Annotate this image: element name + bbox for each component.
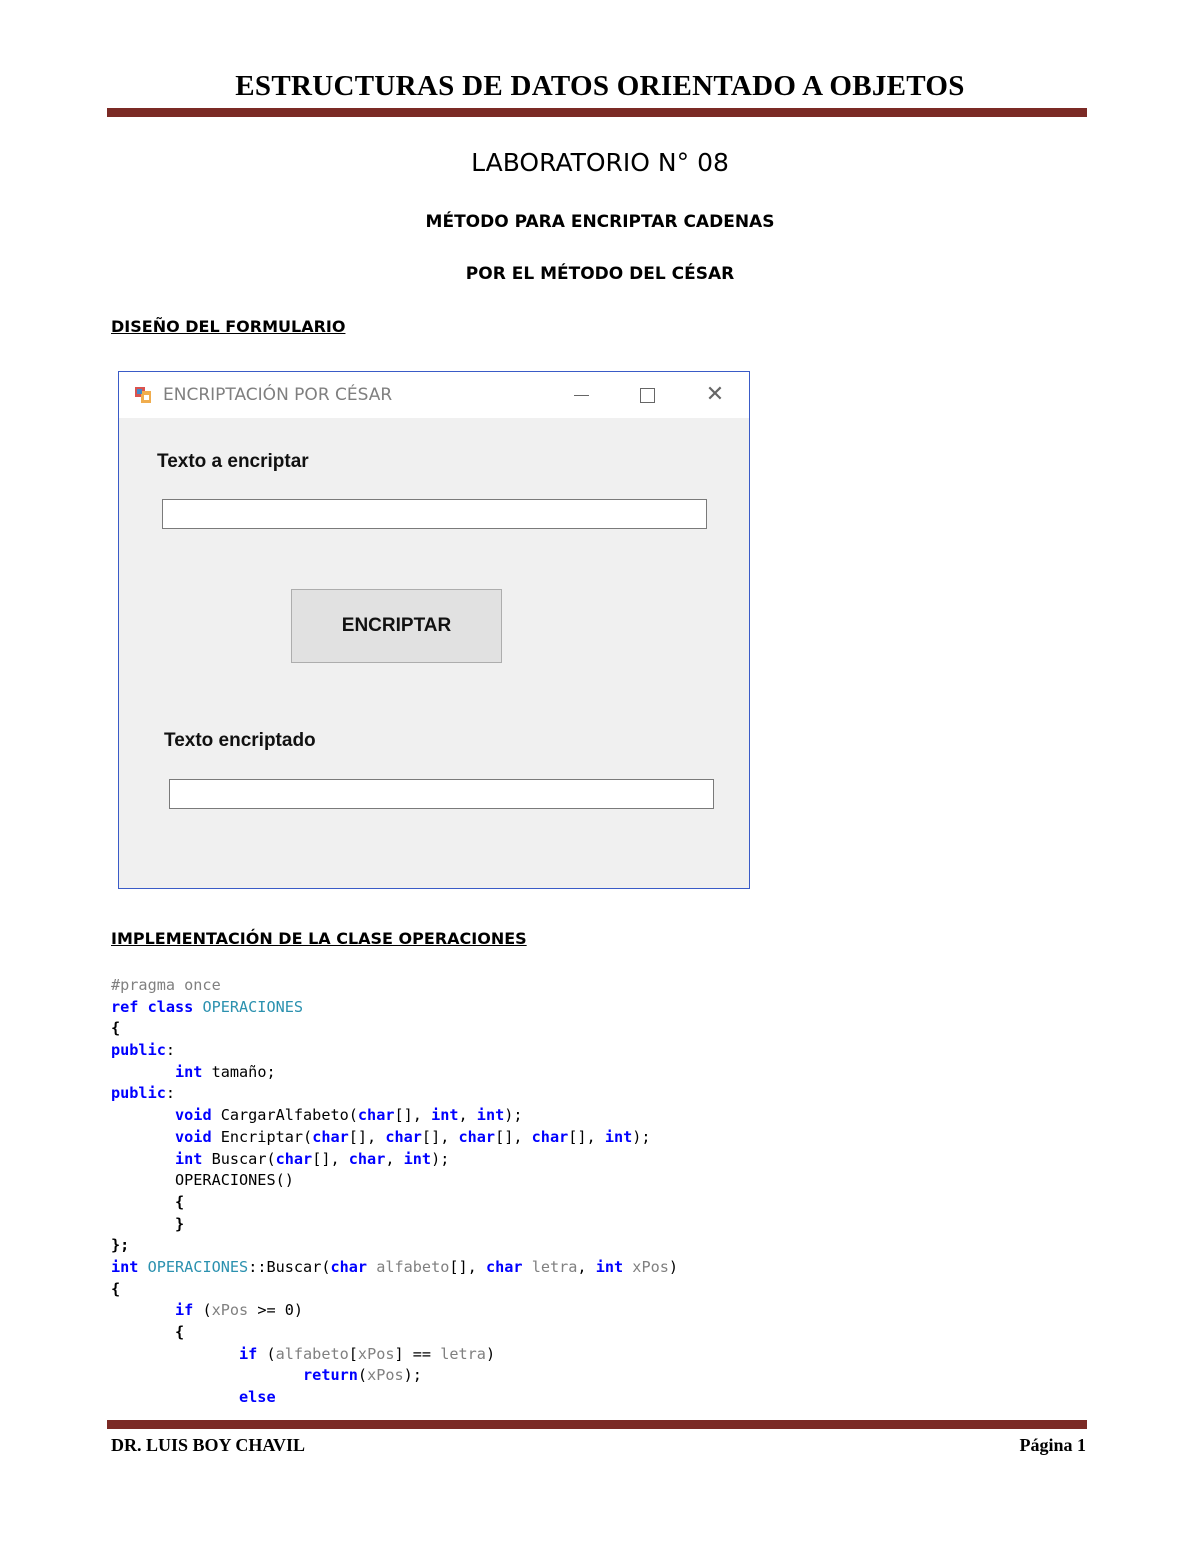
code-token: char	[348, 1149, 386, 1168]
code-line	[111, 1040, 678, 1062]
code-token: {	[111, 1279, 121, 1298]
maximize-button[interactable]	[627, 380, 667, 410]
window-titlebar[interactable]	[119, 372, 749, 418]
code-token	[111, 1388, 239, 1406]
close-icon: ✕	[705, 382, 725, 407]
code-line	[111, 1322, 678, 1344]
code-token: if	[175, 1301, 194, 1320]
code-token: [],	[348, 1127, 386, 1146]
maximize-icon	[640, 388, 655, 403]
code-token: ,	[577, 1257, 596, 1276]
code-token: [],	[449, 1257, 486, 1276]
code-token: OPERACIONES()	[111, 1171, 294, 1190]
section-heading-form-design: DISEÑO DEL FORMULARIO	[111, 317, 346, 336]
code-token: ::Buscar(	[248, 1257, 331, 1276]
code-line	[111, 1344, 678, 1366]
code-token: [],	[421, 1127, 459, 1146]
code-token: ,	[385, 1149, 404, 1168]
text-to-encrypt-input[interactable]	[162, 499, 707, 529]
code-token: )	[485, 1344, 496, 1363]
code-token	[111, 1323, 175, 1341]
code-token: OPERACIONES	[202, 997, 304, 1016]
output-label: Texto encriptado	[164, 730, 316, 751]
code-token: else	[239, 1388, 276, 1407]
code-line	[111, 975, 678, 997]
code-token: (	[193, 1301, 212, 1320]
footer-page-number: Página 1	[1019, 1435, 1086, 1455]
minimize-button[interactable]	[561, 380, 601, 410]
lab-title: LABORATORIO N° 08	[471, 148, 729, 177]
code-token: Buscar(	[202, 1149, 276, 1168]
code-token: return	[303, 1366, 358, 1385]
code-token: (	[257, 1344, 276, 1363]
code-token: int	[431, 1106, 459, 1125]
code-token: [	[348, 1344, 358, 1363]
lab-subtitle-2: POR EL MÉTODO DEL CÉSAR	[465, 264, 735, 284]
code-line	[111, 1365, 678, 1387]
code-token: OPERACIONES	[147, 1257, 249, 1276]
code-line	[111, 1387, 678, 1409]
code-token: int	[175, 1149, 203, 1168]
code-token: char	[312, 1127, 349, 1146]
code-token: ref class	[111, 997, 203, 1016]
code-token: [],	[495, 1127, 532, 1146]
code-token: >= 0)	[248, 1301, 304, 1320]
code-token: :	[165, 1041, 176, 1060]
code-token	[523, 1258, 532, 1276]
code-token	[111, 1128, 175, 1146]
code-token: {	[175, 1192, 185, 1211]
header-rule	[107, 108, 1087, 117]
code-line	[111, 1062, 678, 1084]
code-token: void	[175, 1106, 212, 1125]
code-token: alfabeto	[275, 1344, 349, 1363]
code-token: char	[385, 1127, 422, 1146]
code-token: :	[165, 1084, 176, 1103]
lab-subtitle-1: MÉTODO PARA ENCRIPTAR CADENAS	[425, 212, 775, 232]
code-token: CargarAlfabeto(	[211, 1106, 358, 1125]
code-token: int	[595, 1257, 624, 1276]
code-token: {	[111, 1019, 121, 1038]
footer-rule	[107, 1420, 1087, 1429]
code-line	[111, 1127, 678, 1149]
code-token: letra	[440, 1344, 486, 1363]
code-token: }	[175, 1214, 185, 1233]
code-line	[111, 1192, 678, 1214]
encrypt-button[interactable]: ENCRIPTAR	[291, 589, 502, 663]
code-token: );	[431, 1149, 450, 1168]
code-line	[111, 1018, 678, 1040]
code-token: char	[357, 1106, 395, 1125]
code-token: xPos	[632, 1257, 669, 1276]
code-token: [],	[568, 1127, 605, 1146]
code-token: ,	[458, 1106, 477, 1125]
code-token: (	[357, 1366, 368, 1385]
code-token: int	[476, 1106, 505, 1125]
code-token	[111, 1301, 175, 1319]
code-token: char	[330, 1257, 368, 1276]
code-token	[111, 1106, 175, 1124]
code-token: alfabeto	[376, 1257, 450, 1276]
code-line	[111, 1214, 678, 1236]
code-token: );	[504, 1106, 523, 1125]
code-token: char	[485, 1257, 523, 1276]
code-token	[111, 1366, 303, 1384]
code-token: #pragma once	[111, 976, 221, 994]
form-window	[118, 371, 750, 889]
code-token: ] ==	[394, 1344, 441, 1363]
code-line	[111, 1149, 678, 1171]
code-token: xPos	[211, 1301, 249, 1320]
code-token: letra	[531, 1257, 578, 1276]
code-token: tamaño;	[202, 1062, 276, 1081]
code-token: int	[175, 1062, 203, 1081]
code-token: public	[111, 1041, 166, 1060]
code-token: char	[531, 1127, 569, 1146]
code-token	[367, 1258, 376, 1276]
code-line	[111, 1300, 678, 1322]
code-token	[623, 1258, 632, 1276]
minimize-icon	[574, 395, 589, 396]
code-token: xPos	[357, 1344, 395, 1363]
code-token	[111, 1193, 175, 1211]
code-token: Encriptar(	[211, 1127, 313, 1146]
section-heading-class-impl: IMPLEMENTACIÓN DE LA CLASE OPERACIONES	[111, 929, 527, 948]
code-token	[111, 1345, 239, 1363]
encrypted-text-output[interactable]	[169, 779, 714, 809]
close-button[interactable]	[695, 380, 735, 410]
code-token: int	[111, 1257, 139, 1276]
code-token: char	[458, 1127, 496, 1146]
code-line	[111, 997, 678, 1019]
code-token: void	[175, 1127, 212, 1146]
code-token	[111, 1063, 175, 1081]
app-icon	[134, 386, 152, 404]
code-token: };	[111, 1236, 130, 1255]
code-token: [],	[312, 1149, 349, 1168]
code-token	[138, 1258, 147, 1276]
document-header-title: ESTRUCTURAS DE DATOS ORIENTADO A OBJETOS	[235, 70, 965, 102]
code-token: public	[111, 1084, 166, 1103]
code-line	[111, 1105, 678, 1127]
code-token: {	[175, 1323, 185, 1341]
code-token: );	[403, 1366, 422, 1385]
code-listing	[111, 975, 678, 1409]
code-token	[111, 1215, 175, 1233]
code-token	[111, 1150, 175, 1168]
footer-author: DR. LUIS BOY CHAVIL	[111, 1435, 306, 1455]
code-token: xPos	[367, 1366, 404, 1385]
code-token: if	[239, 1344, 258, 1363]
code-line	[111, 1170, 678, 1192]
code-token: [],	[394, 1106, 432, 1125]
code-line	[111, 1279, 678, 1301]
code-line	[111, 1257, 678, 1279]
code-line	[111, 1235, 678, 1257]
code-token: );	[632, 1127, 651, 1146]
code-token: )	[668, 1257, 679, 1276]
code-token: int	[604, 1127, 633, 1146]
code-line	[111, 1083, 678, 1105]
code-token: int	[403, 1149, 432, 1168]
window-title: ENCRIPTACIÓN POR CÉSAR	[163, 385, 393, 405]
input-label: Texto a encriptar	[157, 451, 309, 472]
code-token: char	[275, 1149, 313, 1168]
